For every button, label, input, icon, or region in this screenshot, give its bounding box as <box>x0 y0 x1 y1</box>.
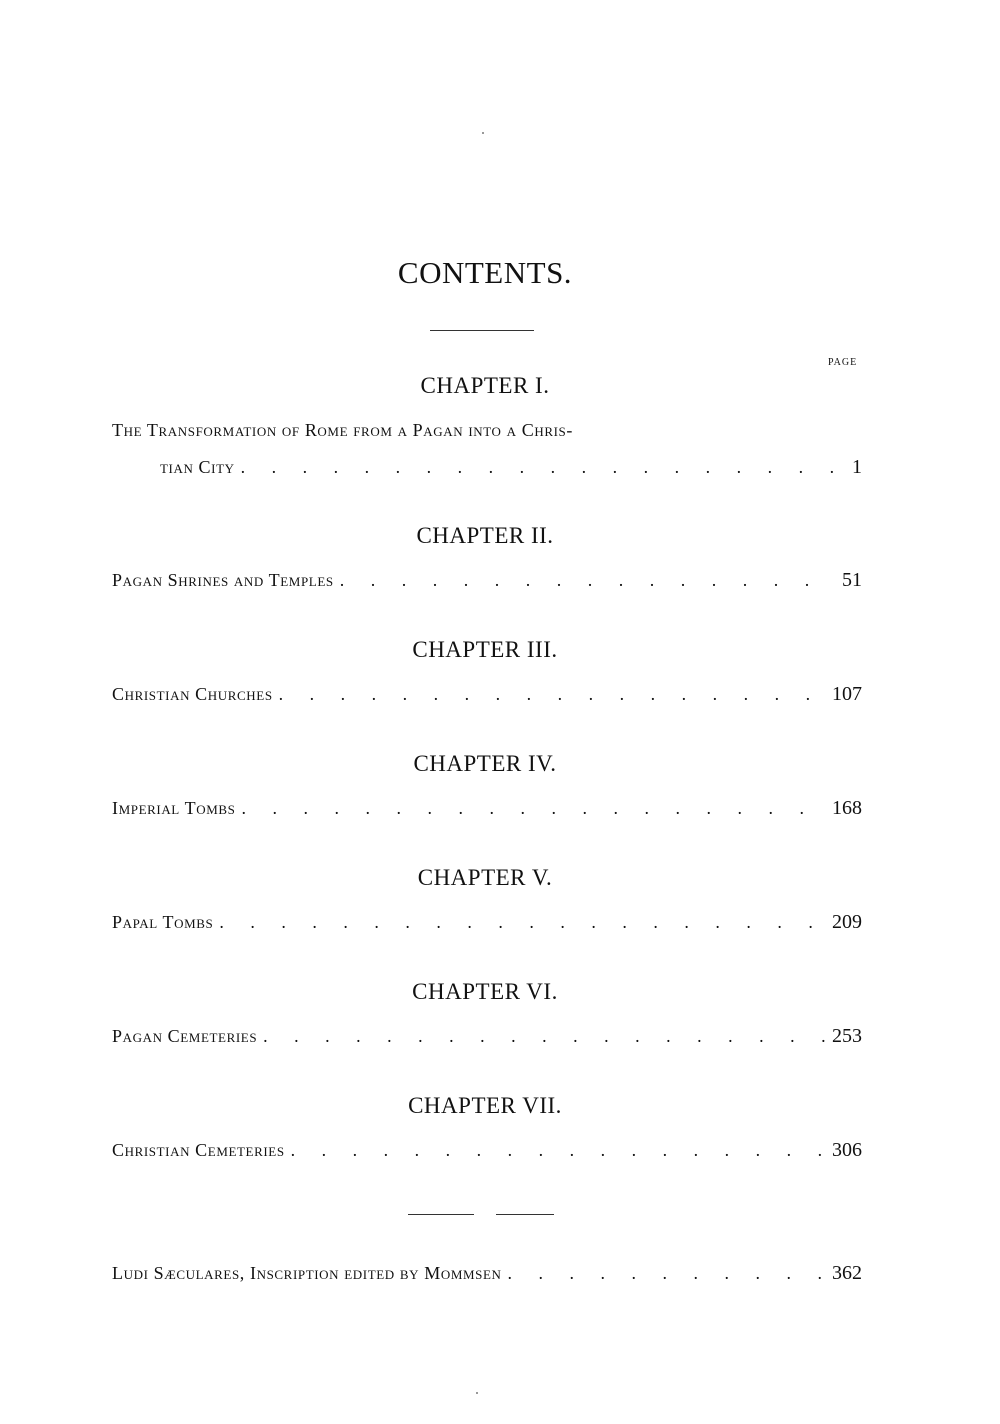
toc-entry-appendix <box>112 1262 862 1292</box>
dot-leader <box>508 1263 826 1284</box>
page-number: 107 <box>832 683 862 705</box>
chapter-title: Christian Cemeteries <box>112 1140 285 1160</box>
page-number: 253 <box>832 1025 862 1047</box>
chapter-heading: CHAPTER II. <box>416 523 554 548</box>
page-number: 209 <box>832 911 862 933</box>
toc-entry <box>112 911 862 941</box>
toc-entry <box>112 683 862 713</box>
chapter-title-line1: The Transformation of Rome from a Pagan into a Chris- <box>112 420 573 440</box>
toc-entry <box>112 569 862 599</box>
page-number: 168 <box>832 797 862 819</box>
dot-leader <box>241 798 826 819</box>
toc-entry <box>160 456 862 486</box>
chapter-heading: CHAPTER VII. <box>408 1093 562 1118</box>
page-number: 306 <box>832 1139 862 1161</box>
paper-speck <box>476 1392 478 1394</box>
dot-leader <box>219 912 826 933</box>
toc-entry <box>112 1025 862 1055</box>
appendix-title: Ludi Sæculares, Inscription edited by Mommsen <box>112 1263 502 1283</box>
dot-leader <box>340 570 836 591</box>
dot-leader <box>241 457 846 478</box>
chapter-title: Imperial Tombs <box>112 798 236 818</box>
page-number: 51 <box>842 569 862 591</box>
page-number: 362 <box>832 1262 862 1284</box>
title-divider <box>430 330 534 331</box>
toc-entry <box>112 1139 862 1169</box>
chapter-title: Papal Tombs <box>112 912 214 932</box>
page-column-label: PAGE <box>828 357 858 368</box>
appendix-divider-right <box>496 1214 554 1215</box>
chapter-heading: CHAPTER V. <box>417 865 553 890</box>
chapter-heading: CHAPTER IV. <box>413 751 557 776</box>
chapter-heading: CHAPTER VI. <box>412 979 558 1004</box>
appendix-divider-left <box>408 1214 474 1215</box>
chapter-title-line2: tian City <box>160 457 235 477</box>
chapter-title: Pagan Cemeteries <box>112 1026 258 1046</box>
dot-leader <box>263 1026 826 1047</box>
toc-entry <box>112 797 862 827</box>
chapter-title: Pagan Shrines and Temples <box>112 570 334 590</box>
chapter-title: Christian Churches <box>112 684 273 704</box>
chapter-heading: CHAPTER III. <box>412 637 558 662</box>
chapter-heading: CHAPTER I. <box>420 373 550 398</box>
paper-speck <box>482 132 484 134</box>
page-title: CONTENTS. <box>397 255 573 290</box>
dot-leader <box>291 1140 826 1161</box>
dot-leader <box>279 684 826 705</box>
page-number: 1 <box>852 456 862 478</box>
